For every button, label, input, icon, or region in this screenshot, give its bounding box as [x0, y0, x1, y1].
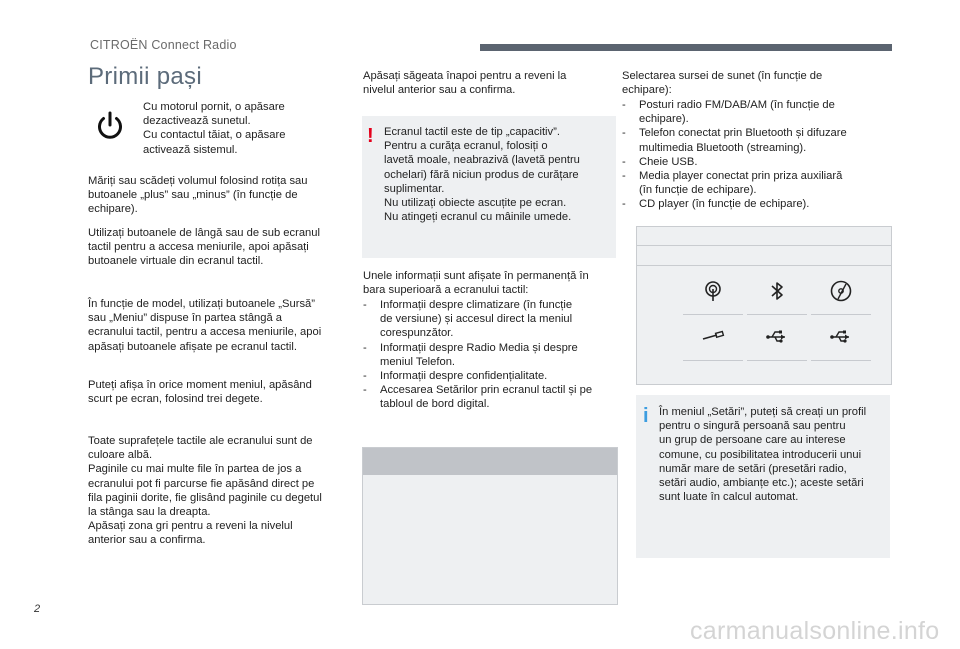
- screen-illustration-bottom: [362, 447, 618, 605]
- page-number: 2: [34, 603, 41, 615]
- cd-icon: [829, 279, 853, 303]
- radio-icon: [701, 279, 725, 303]
- usb-icon: [829, 325, 853, 349]
- buttons-paragraph: Utilizați butoanele de lângă sau de sub ecranul tactil pentru a accesa meniurile, apoi apăsați butoanele virtuale din ecranul tactil.: [88, 227, 320, 268]
- warning-box: [362, 116, 616, 258]
- list-item: - Posturi radio FM/DAB/AM (în funcție de echipare).: [622, 99, 835, 126]
- info-text: În meniul „Setări”, puteți să creați un profil pentru o singură persoană sau pentru un grup de persoane care au interese comune, cu posibilitatea introducerii unui număr mare de setări (presetări radio, setări audio, ambianțe etc.); aceste setări sunt luate în calcul automat.: [659, 406, 867, 504]
- header-bar: [480, 44, 892, 51]
- source-bluetooth[interactable]: [747, 275, 807, 315]
- list-item: - Informații despre Radio Media și despre meniul Telefon.: [363, 341, 578, 368]
- volume-paragraph: Măriți sau scădeți volumul folosind rotița sau butoanele „plus” sau „minus” (în funcție de echipare).: [88, 175, 308, 216]
- info-icon: i: [643, 405, 649, 427]
- sound-source-list: [622, 98, 888, 212]
- source-usb-2[interactable]: [811, 321, 871, 361]
- touch-surfaces-paragraph: Toate suprafețele tactile ale ecranului sunt de culoare albă. Paginile cu mai multe file în partea de jos a ecranului pot fi parcurse fie apăsând direct pe fila paginii dorite, fie glisând paginile cu degetul la stânga sau la dreapta. Apăsați zona gri pentru a reveni la nivelul anterior sau a confirma.: [88, 435, 322, 547]
- list-item: - Accesarea Setărilor prin ecranul tactil și pe tabloul de bord digital.: [363, 384, 593, 411]
- list-item: - Telefon conectat prin Bluetooth și difuzare multimedia Bluetooth (streaming).: [622, 127, 847, 154]
- back-arrow-paragraph: Apăsați săgeata înapoi pentru a reveni la nivelul anterior sau a confirma.: [363, 70, 567, 97]
- info-box: [636, 395, 890, 558]
- source-usb-1[interactable]: [747, 321, 807, 361]
- top-bar-list: [363, 298, 613, 412]
- list-item: - CD player (în funcție de echipare).: [622, 198, 810, 211]
- warning-icon: !: [367, 125, 374, 147]
- aux-jack-icon: [701, 325, 725, 349]
- list-item: - Cheie USB.: [622, 155, 698, 168]
- list-item: - Informații despre climatizare (în funcție de versiune) și accesul direct la meniul corespunzător.: [363, 299, 573, 340]
- three-finger-paragraph: Puteți afișa în orice moment meniul, apăsând scurt pe ecran, folosind trei degete.: [88, 379, 312, 406]
- power-icon: [95, 110, 125, 142]
- source-screen-illustration: [636, 226, 892, 385]
- screen-top-bar: [363, 448, 617, 475]
- usb-icon: [765, 325, 789, 349]
- page-title: Primii pași: [88, 63, 202, 90]
- sound-source-paragraph: Selectarea sursei de sunet (în funcție de echipare):: [622, 70, 823, 97]
- header-title: CITROËN Connect Radio: [90, 38, 237, 52]
- source-cd[interactable]: [811, 275, 871, 315]
- warning-text: Ecranul tactil este de tip „capacitiv”. Pentru a curăța ecranul, folosiți o lavetă moale, neabrazivă (lavetă pentru ochelari) fără niciun produs de curățare suplimentar. Nu utilizați obiecte ascuțite pe ecran. Nu atingeți ecranul cu mâinile umede.: [384, 126, 580, 224]
- source-aux[interactable]: [683, 321, 743, 361]
- list-item: - Media player conectat prin priza auxiliară (în funcție de echipare).: [622, 170, 843, 197]
- source-radio[interactable]: [683, 275, 743, 315]
- source-menu-paragraph: În funcție de model, utilizați butoanele „Sursă” sau „Meniu” dispuse în partea stângă a ecranului tactil, pentru a accesa meniurile, apoi apăsați butoanele afișate pe ecranul tactil.: [88, 298, 322, 353]
- bluetooth-icon: [765, 279, 789, 303]
- top-bar-paragraph: Unele informații sunt afișate în permanență în bara superioară a ecranului tactil:: [363, 270, 589, 297]
- power-button-text: Cu motorul pornit, o apăsare dezactivează sunetul. Cu contactul tăiat, o apăsare activează sistemul.: [143, 101, 286, 156]
- list-item: - Informații despre confidențialitate.: [363, 370, 548, 383]
- watermark: carmanualsonline.info: [690, 617, 940, 645]
